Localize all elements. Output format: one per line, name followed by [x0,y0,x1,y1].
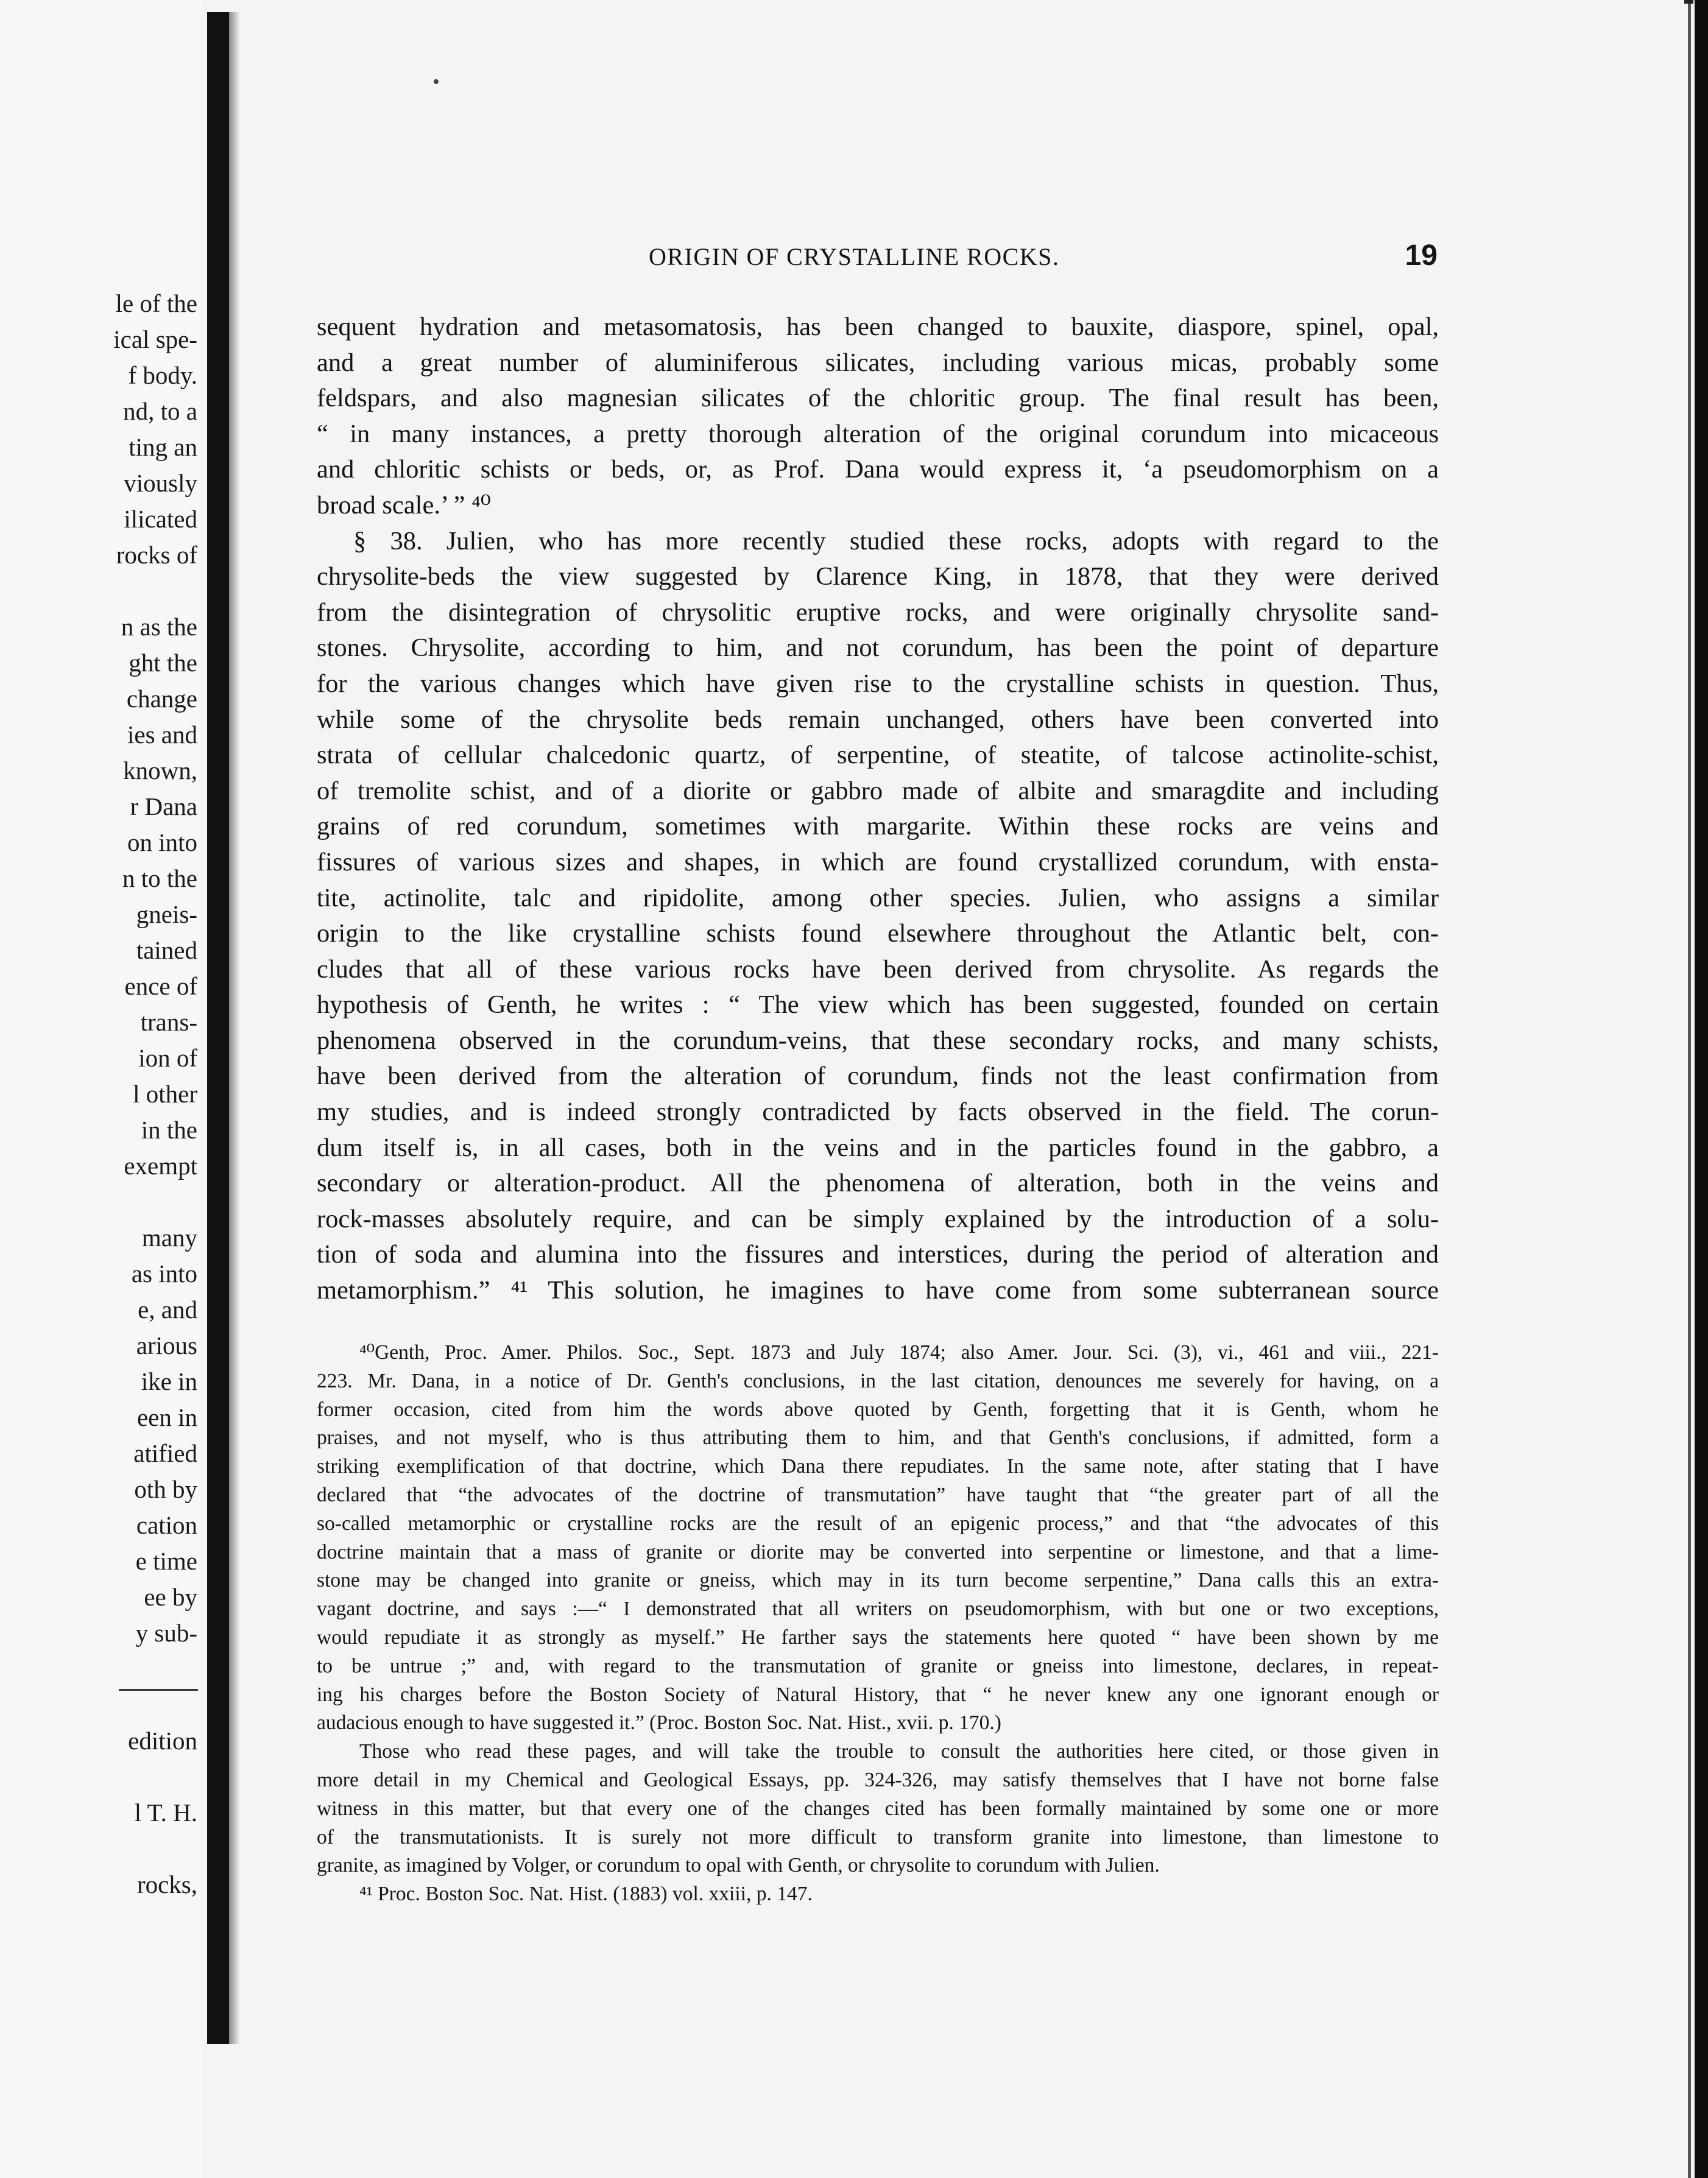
body-line: tite, actinolite, talc and ripidolite, among other species. Julien, who assigns a similar [317,883,1439,912]
facing-page-line: oth by [134,1475,197,1503]
body-line: phenomena observed in the corundum-veins, that these secondary rocks, and many schists, [317,1026,1439,1055]
facing-page-line: ee by [144,1583,197,1611]
footnote-line: to be untrue ;” and, with regard to the transmutation of granite or gneiss into limestone, declares, in repeat- [317,1654,1439,1677]
facing-page-line: ence of [124,972,197,1000]
facing-page-line: n as the [121,613,197,641]
body-line: from the disintegration of chrysolitic eruptive rocks, and were originally chrysolite sand- [317,597,1439,627]
facing-page-line: r Dana [130,792,197,820]
body-line: and chloritic schists or beds, or, as Prof. Dana would express it, ‘a pseudomorphism on a [317,455,1439,484]
facing-page-line: atified [133,1439,197,1467]
body-line: broad scale.’ ” ⁴⁰ [317,490,491,520]
facing-page-line: cation [136,1511,197,1539]
facing-page-line: f body. [128,361,197,389]
facing-page-line: e time [135,1547,197,1575]
footnote-line: stone may be changed into granite or gneiss, which may in its turn become serpentine,” Dana calls this an extra- [317,1569,1439,1592]
footnote-line: former occasion, cited from him the words above quoted by Genth, forgetting that it is Genth, whom he [317,1398,1439,1421]
scan-right-border [1695,0,1708,2178]
facing-page-line: y sub- [135,1619,197,1647]
footnote-line: of the transmutationists. It is surely not more difficult to transform granite into limestone, than limestone to [317,1825,1439,1848]
body-line: fissures of various sizes and shapes, in which are found crystallized corundum, with ensta- [317,847,1439,876]
facing-page-line: ical spe- [113,325,197,353]
facing-page-line: le of the [115,289,197,317]
facing-page-line: on into [127,828,197,856]
body-line: for the various changes which have given rise to the crystalline schists in question. Thus, [317,669,1439,698]
running-title: ORIGIN OF CRYSTALLINE ROCKS. [649,243,1060,270]
facing-page-fragment [0,0,201,2178]
body-line: chrysolite-beds the view suggested by Clarence King, in 1878, that they were derived [317,562,1439,591]
footnote-line: so-called metamorphic or crystalline rocks are the result of an epigenic process,” and that “the advocates of this [317,1512,1439,1535]
facing-page-line: l T. H. [134,1799,197,1827]
facing-page-line: ght the [129,649,197,677]
body-line: “ in many instances, a pretty thorough alteration of the original corundum into micaceous [317,419,1439,448]
footnote-line: vagant doctrine, and says :—“ I demonstrated that all writers on pseudomorphism, with but one or two exceptions, [317,1598,1439,1621]
running-header [317,239,1438,272]
facing-page-line: ilicated [124,505,197,533]
footnote-line: praises, and not myself, who is thus attributing them to him, and that Genth's conclusions, if admitted, form a [317,1426,1439,1450]
footnote-line: 223. Mr. Dana, in a notice of Dr. Genth's conclusions, in the last citation, denounces me severely for having, on a [317,1369,1439,1392]
facing-page-line: nd, to a [123,397,197,425]
body-line: stones. Chrysolite, according to him, and not corundum, has been the point of departure [317,633,1439,663]
facing-page-line: trans- [140,1008,197,1036]
body-line: strata of cellular chalcedonic quartz, of serpentine, of steatite, of talcose actinolite-schist, [317,741,1439,770]
footnote-line: witness in this matter, but that every one of the changes cited has been formally maintained by some one or more [317,1797,1439,1820]
body-line: cludes that all of these various rocks have been derived from chrysolite. As regards the [317,954,1439,984]
body-line: my studies, and is indeed strongly contradicted by facts observed in the field. The corun- [317,1098,1439,1127]
body-line: hypothesis of Genth, he writes : “ The view which has been suggested, founded on certain [317,990,1439,1020]
body-text [317,309,1439,1309]
footnote-line: would repudiate it as strongly as myself.” He farther says the statements here quoted “ have been shown by me [317,1626,1439,1649]
footnote-line: striking exemplification of that doctrine, which Dana there repudiates. In the same note, after stating that I have [317,1455,1439,1478]
facing-page-line: arious [136,1331,197,1359]
body-line: grains of red corundum, sometimes with margarite. Within these rocks are veins and [317,812,1439,841]
body-line: tion of soda and alumina into the fissures and interstices, during the period of alteration and [317,1240,1439,1269]
facing-page-line: known, [123,756,197,784]
body-line: have been derived from the alteration of corundum, finds not the least confirmation from [317,1062,1439,1091]
body-line: metamorphism.” ⁴¹ This solution, he imagines to have come from some subterranean source [317,1276,1439,1305]
body-line: while some of the chrysolite beds remain unchanged, others have been converted into [317,705,1439,734]
footnote-line: declared that “the advocates of the doctrine of transmutation” have taught that “the greater part of all the [317,1483,1439,1506]
footnote-line: more detail in my Chemical and Geological Essays, pp. 324-326, may satisfy themselves that I have not borne false [317,1768,1439,1791]
scan-top-mark [1684,0,1693,4]
footnote-40-start: ⁴⁰Genth, Proc. Amer. Philos. Soc., Sept. 1873 and July 1874; also Amer. Jour. Sci. (3), vi., 461 and viii., 221- [359,1341,1439,1364]
body-line: dum itself is, in all cases, both in the veins and in the particles found in the gabbro, a [317,1133,1439,1162]
gutter-shadow [229,12,240,2044]
body-line: feldspars, and also magnesian silicates of the chloritic group. The final result has been, [317,384,1439,413]
footnote-line: granite, as imagined by Volger, or corundum to opal with Genth, or chrysolite to corundum with Julien. [317,1854,1160,1877]
facing-page-line: rocks, [136,1870,197,1898]
footnote-line: ing his charges before the Boston Society of Natural History, that “ he never knew any one ignorant enough or [317,1683,1439,1706]
facing-page-line: many [141,1224,197,1252]
facing-page-line: ting an [129,433,197,461]
facing-page-line: rocks of [116,541,197,569]
body-line: rock-masses absolutely require, and can be simply explained by the introduction of a solu- [317,1204,1439,1233]
facing-page-line: exempt [124,1152,197,1180]
body-line: secondary or alteration-product. All the phenomena of alteration, both in the veins and [317,1169,1439,1198]
footnote-41: ⁴¹ Proc. Boston Soc. Nat. Hist. (1883) vol. xxiii, p. 147. [359,1883,813,1906]
facing-page-line: l other [133,1080,197,1108]
facing-page-line: viously [124,469,197,497]
facing-page-line: een in [136,1403,197,1431]
facing-page-line: change [126,685,197,713]
facing-page-line: as into [131,1260,197,1288]
body-line: sequent hydration and metasomatosis, has been changed to bauxite, diaspore, spinel, opal, [317,312,1439,341]
ink-speck [434,79,439,84]
body-line: of tremolite schist, and of a diorite or gabbro made of albite and smaragdite and including [317,776,1439,805]
facing-page-line: ies and [127,721,197,749]
binding-gutter [207,12,229,2044]
facing-page-footnote-rule [119,1689,198,1691]
facing-page-line: ion of [138,1044,197,1072]
paragraph-38-start: § 38. Julien, who has more recently studied these rocks, adopts with regard to the [353,526,1439,555]
page-edge-line [1688,0,1691,2178]
footnote-paragraph-start: Those who read these pages, and will take the trouble to consult the authorities here cited, or those given in [359,1740,1439,1763]
facing-page-line: gneis- [136,900,197,928]
body-line: and a great number of aluminiferous silicates, including various micas, probably some [317,348,1439,377]
footnote-line: audacious enough to have suggested it.” (Proc. Boston Soc. Nat. Hist., xvii. p. 170.) [317,1711,1001,1735]
footnotes [317,1339,1439,1909]
facing-page-line: n to the [122,864,197,892]
facing-page-line: e, and [138,1295,197,1323]
page-number: 19 [1405,239,1438,272]
facing-page-line: ike in [141,1367,197,1395]
facing-page-line: in the [141,1116,197,1144]
body-line: origin to the like crystalline schists found elsewhere throughout the Atlantic belt, con- [317,919,1439,948]
facing-page-line: tained [136,936,197,964]
footnote-line: doctrine maintain that a mass of granite or diorite may be converted into serpentine or limestone, and that a lime- [317,1540,1439,1563]
facing-page-line: edition [128,1727,197,1755]
